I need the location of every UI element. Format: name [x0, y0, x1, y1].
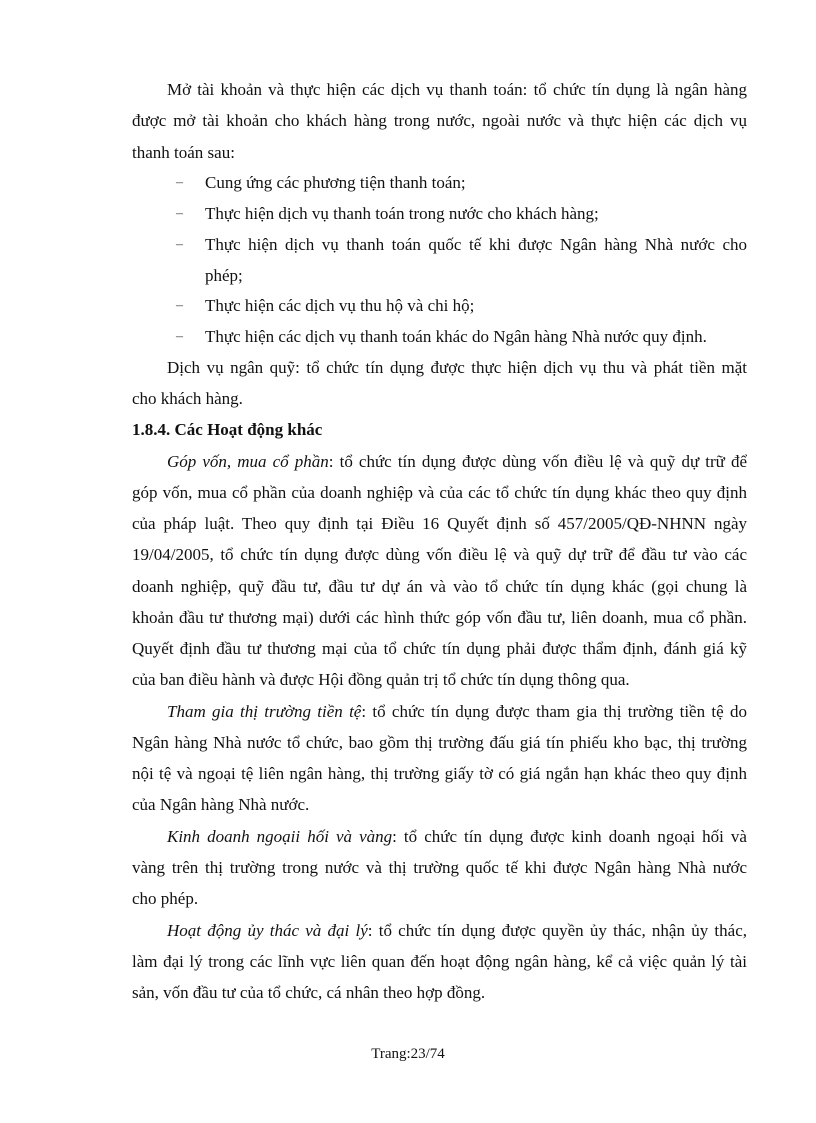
para-treasury-line-1: Dịch vụ ngân quỹ: tổ chức tín dụng được thực hiện dịch vụ thu và phát tiền mặt [167, 358, 747, 377]
page-number: Trang:23/74 [371, 1046, 445, 1062]
bullet-dash: – [176, 175, 183, 190]
bullet-dash: – [176, 206, 183, 221]
para-capital-line-5: doanh nghiệp, quỹ đầu tư, đầu tư dự án và vào tổ chức tín dụng khác (gọi chung là [132, 577, 747, 596]
bullet-item: Thực hiện dịch vụ thanh toán quốc tế khi được Ngân hàng Nhà nước cho [205, 235, 747, 254]
bullet-dash: – [176, 237, 183, 252]
para-capital-line-3: của pháp luật. Theo quy định tại Điều 16 Quyết định số 457/2005/QĐ-NHNN ngày [132, 514, 747, 533]
para-capital-line-2: góp vốn, mua cổ phần của doanh nghiệp và của các tổ chức tín dụng khác theo quy định [132, 483, 747, 502]
para-capital-line-8: của ban điều hành và được Hội đồng quản trị tổ chức tín dụng thông qua. [132, 670, 630, 689]
para-money-market-line-4: của Ngân hàng Nhà nước. [132, 795, 310, 814]
para-payment-line-2: được mở tài khoản cho khách hàng trong nước, ngoài nước và thực hiện các dịch vụ [132, 111, 747, 130]
para-trust-line-2: làm đại lý trong các lĩnh vực liên quan đến hoạt động ngân hàng, kể cả việc quản lý tài [132, 952, 747, 971]
para-capital-line-4: 19/04/2005, tổ chức tín dụng được dùng vốn điều lệ và quỹ dự trữ để đầu tư vào các [132, 545, 747, 564]
para-forex-line-3: cho phép. [132, 889, 199, 908]
para-money-market-line-2: Ngân hàng Nhà nước tổ chức, bao gồm thị trường đấu giá tín phiếu kho bạc, thị trường [132, 733, 747, 752]
term-italic: Kinh doanh ngoạii hối và vàng [167, 827, 393, 846]
para-forex-line-2: vàng trên thị trường trong nước và thị trường quốc tế khi được Ngân hàng Nhà nước [132, 858, 747, 877]
bullet-dash: – [176, 329, 183, 344]
para-trust-line-3: sản, vốn đầu tư của tổ chức, cá nhân theo hợp đồng. [132, 983, 486, 1002]
para-money-market-line-3: nội tệ và ngoại tệ liên ngân hàng, thị trường giấy tờ có giá ngắn hạn khác theo quy định [132, 764, 747, 783]
para-capital-line-7: Quyết định đầu tư thương mại của tổ chức tín dụng phải được thẩm định, đánh giá kỹ [132, 639, 747, 658]
para-forex-line-1: Kinh doanh ngoạii hối và vàng: tổ chức tín dụng được kinh doanh ngoại hối và [167, 827, 747, 846]
bullet-item: Thực hiện các dịch vụ thu hộ và chi hộ; [205, 296, 475, 315]
para-capital-line-6: khoản đầu tư thương mại) dưới các hình thức góp vốn đầu tư, liên doanh, mua cổ phần. [132, 608, 747, 627]
para-treasury-line-2: cho khách hàng. [132, 389, 243, 408]
bullet-dash: – [176, 298, 183, 313]
para-payment-line-1: Mở tài khoản và thực hiện các dịch vụ thanh toán: tổ chức tín dụng là ngân hàng [167, 80, 747, 99]
para-trust-line-1: Hoạt động ủy thác và đại lý: tổ chức tín dụng được quyền ủy thác, nhận ủy thác, [167, 921, 747, 940]
para-payment-line-3: thanh toán sau: [132, 143, 235, 162]
section-heading: 1.8.4. Các Hoạt động khác [132, 420, 323, 439]
bullet-item: Thực hiện các dịch vụ thanh toán khác do Ngân hàng Nhà nước quy định. [205, 327, 707, 346]
bullet-item: Cung ứng các phương tiện thanh toán; [205, 173, 466, 192]
para-money-market-line-1: Tham gia thị trường tiền tệ: tổ chức tín dụng được tham gia thị trường tiền tệ do [167, 702, 747, 721]
bullet-item: Thực hiện dịch vụ thanh toán trong nước cho khách hàng; [205, 204, 599, 223]
term-italic: Góp vốn, mua cổ phần [167, 452, 329, 471]
term-italic: Tham gia thị trường tiền tệ [167, 702, 362, 721]
term-italic: Hoạt động ủy thác và đại lý [167, 921, 368, 940]
bullet-item-continued: phép; [205, 266, 243, 285]
para-capital-line-1: Góp vốn, mua cổ phần: tổ chức tín dụng được dùng vốn điều lệ và quỹ dự trữ để [167, 452, 747, 471]
